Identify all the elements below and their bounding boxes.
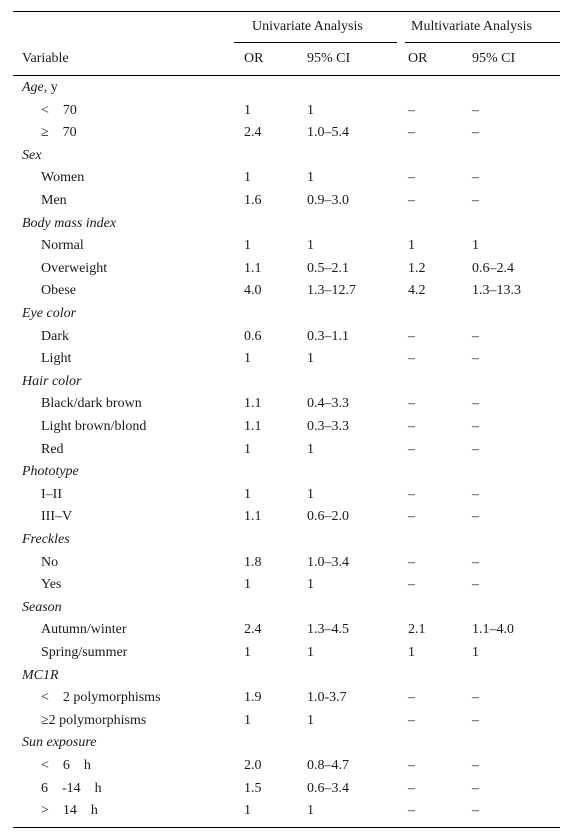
univariate-ci-cell: 1.0–3.4 [307,555,349,570]
multivariate-ci-cell: – [472,193,479,208]
multivariate-ci-cell: 1.3–13.3 [472,283,521,298]
univariate-or-cell: 1 [244,170,251,185]
univariate-ci-cell: 1 [307,803,314,818]
table-bottom-rule [13,827,560,828]
multivariate-ci-cell: – [472,577,479,592]
multivariate-or-cell: 1 [408,645,415,660]
univariate-ci-cell: 1 [307,713,314,728]
multivariate-or-cell: – [408,555,415,570]
group-name: Sun exposure [22,735,97,750]
group-label [22,735,97,751]
multivariate-ci-cell: – [472,758,479,773]
row-label: > 14 h [41,803,98,818]
multivariate-ci-cell: – [472,555,479,570]
multivariate-or-cell: – [408,690,415,705]
univariate-or-cell: 1.9 [244,690,262,705]
group-name: Eye color [22,306,77,321]
univariate-or-cell: 1 [244,577,251,592]
univariate-or-cell: 1.1 [244,396,262,411]
univariate-underline [234,42,397,43]
multivariate-or-cell: – [408,442,415,457]
univariate-ci-cell: 1 [307,487,314,502]
row-label: Light brown/blond [41,419,147,434]
multivariate-or-cell: – [408,577,415,592]
multivariate-or-cell: – [408,103,415,118]
univariate-ci-cell: 0.3–1.1 [307,329,349,344]
univariate-ci-cell: 1.3–4.5 [307,622,349,637]
multivariate-or-cell: 1.2 [408,261,426,276]
row-label: Red [41,442,64,457]
univariate-or-cell: 1.5 [244,781,262,796]
row-label: Obese [41,283,76,298]
univariate-ci-cell: 0.9–3.0 [307,193,349,208]
group-label [22,306,76,322]
multivariate-or-cell: – [408,125,415,140]
multivariate-or-cell: – [408,419,415,434]
multivariate-or-header: OR [408,51,428,66]
univariate-ci-cell: 1 [307,442,314,457]
univariate-ci-cell: 1 [307,238,314,253]
multivariate-or-cell: – [408,509,415,524]
multivariate-or-cell: – [408,781,415,796]
univariate-or-cell: 1 [244,803,251,818]
univariate-or-cell: 1.8 [244,555,262,570]
multivariate-or-cell: – [408,396,415,411]
row-label: Overweight [41,261,108,276]
group-unit: , y [43,80,58,95]
multivariate-ci-header: 95% CI [472,51,516,66]
row-label: Yes [41,577,62,592]
univariate-or-cell: 1.1 [244,509,262,524]
univariate-or-cell: 1 [244,351,251,366]
univariate-ci-cell: 1.0-3.7 [307,690,347,705]
univariate-ci-cell: 1.3–12.7 [307,283,356,298]
row-label: Men [41,193,67,208]
multivariate-ci-cell: – [472,351,479,366]
group-label [22,80,58,96]
univariate-ci-cell: 1 [307,577,314,592]
univariate-ci-cell: 0.4–3.3 [307,396,349,411]
multivariate-ci-cell: 0.6–2.4 [472,261,514,276]
multivariate-ci-cell: 1 [472,238,479,253]
row-label: Spring/summer [41,645,128,660]
group-label [22,464,79,480]
multivariate-ci-cell: 1.1–4.0 [472,622,514,637]
univariate-ci-cell: 1 [307,170,314,185]
group-name: Hair color [22,374,82,389]
row-label: I–II [41,487,62,502]
multivariate-or-cell: – [408,487,415,502]
row-label: < 6 h [41,758,91,773]
multivariate-or-cell: – [408,758,415,773]
group-name: Season [22,600,62,615]
multivariate-or-cell: – [408,170,415,185]
row-label: ≥2 polymorphisms [41,713,147,728]
row-label: Dark [41,329,69,344]
row-label: < 70 [41,103,77,118]
multivariate-or-cell: – [408,713,415,728]
multivariate-ci-cell: – [472,713,479,728]
group-label [22,374,82,390]
multivariate-or-cell: – [408,351,415,366]
row-label: Autumn/winter [41,622,127,637]
row-label: Normal [41,238,84,253]
header-bottom-rule [13,75,560,76]
row-label: Women [41,170,85,185]
univariate-ci-cell: 0.3–3.3 [307,419,349,434]
univariate-or-header: OR [244,51,264,66]
multivariate-ci-cell: – [472,329,479,344]
multivariate-ci-cell: – [472,442,479,457]
multivariate-heading: Multivariate Analysis [411,19,532,34]
univariate-or-cell: 0.6 [244,329,262,344]
univariate-or-cell: 1 [244,713,251,728]
univariate-or-cell: 1 [244,487,251,502]
group-label [22,532,70,548]
univariate-ci-cell: 0.6–2.0 [307,509,349,524]
multivariate-ci-cell: – [472,396,479,411]
multivariate-ci-cell: 1 [472,645,479,660]
univariate-or-cell: 4.0 [244,283,262,298]
multivariate-ci-cell: – [472,509,479,524]
univariate-or-cell: 2.0 [244,758,262,773]
group-name: MC1R [22,668,59,683]
row-label: < 2 polymorphisms [41,690,161,705]
row-label: Black/dark brown [41,396,142,411]
univariate-heading: Univariate Analysis [252,19,363,34]
group-name: Sex [22,148,42,163]
row-label: No [41,555,59,570]
univariate-or-cell: 1.1 [244,419,262,434]
group-label [22,668,59,684]
group-name: Age [22,80,44,95]
univariate-ci-cell: 0.5–2.1 [307,261,349,276]
multivariate-ci-cell: – [472,690,479,705]
univariate-or-cell: 1 [244,442,251,457]
multivariate-ci-cell: – [472,125,479,140]
multivariate-underline [405,42,560,43]
multivariate-ci-cell: – [472,103,479,118]
univariate-ci-cell: 1 [307,351,314,366]
multivariate-ci-cell: – [472,781,479,796]
row-label: 6 -14 h [41,781,102,796]
row-label: III–V [41,509,73,524]
group-label [22,600,62,616]
multivariate-or-cell: – [408,193,415,208]
table-top-rule [13,11,560,12]
univariate-or-cell: 1 [244,645,251,660]
univariate-or-cell: 2.4 [244,125,262,140]
univariate-ci-cell: 1.0–5.4 [307,125,349,140]
group-name: Freckles [22,532,70,547]
multivariate-or-cell: 2.1 [408,622,426,637]
univariate-ci-cell: 1 [307,645,314,660]
univariate-ci-cell: 0.6–3.4 [307,781,349,796]
univariate-ci-cell: 1 [307,103,314,118]
group-name: Body mass index [22,216,117,231]
row-label: Light [41,351,72,366]
multivariate-ci-cell: – [472,803,479,818]
univariate-or-cell: 1 [244,103,251,118]
group-label [22,148,41,164]
univariate-ci-cell: 0.8–4.7 [307,758,349,773]
univariate-or-cell: 2.4 [244,622,262,637]
univariate-ci-header: 95% CI [307,51,351,66]
univariate-or-cell: 1.6 [244,193,262,208]
multivariate-ci-cell: – [472,487,479,502]
multivariate-or-cell: 4.2 [408,283,426,298]
group-label [22,216,116,232]
multivariate-ci-cell: – [472,419,479,434]
row-label: ≥ 70 [41,125,77,140]
group-name: Phototype [22,464,79,479]
univariate-or-cell: 1.1 [244,261,262,276]
multivariate-ci-cell: – [472,170,479,185]
multivariate-or-cell: – [408,329,415,344]
univariate-or-cell: 1 [244,238,251,253]
variable-column-header: Variable [22,51,69,66]
multivariate-or-cell: 1 [408,238,415,253]
multivariate-or-cell: – [408,803,415,818]
